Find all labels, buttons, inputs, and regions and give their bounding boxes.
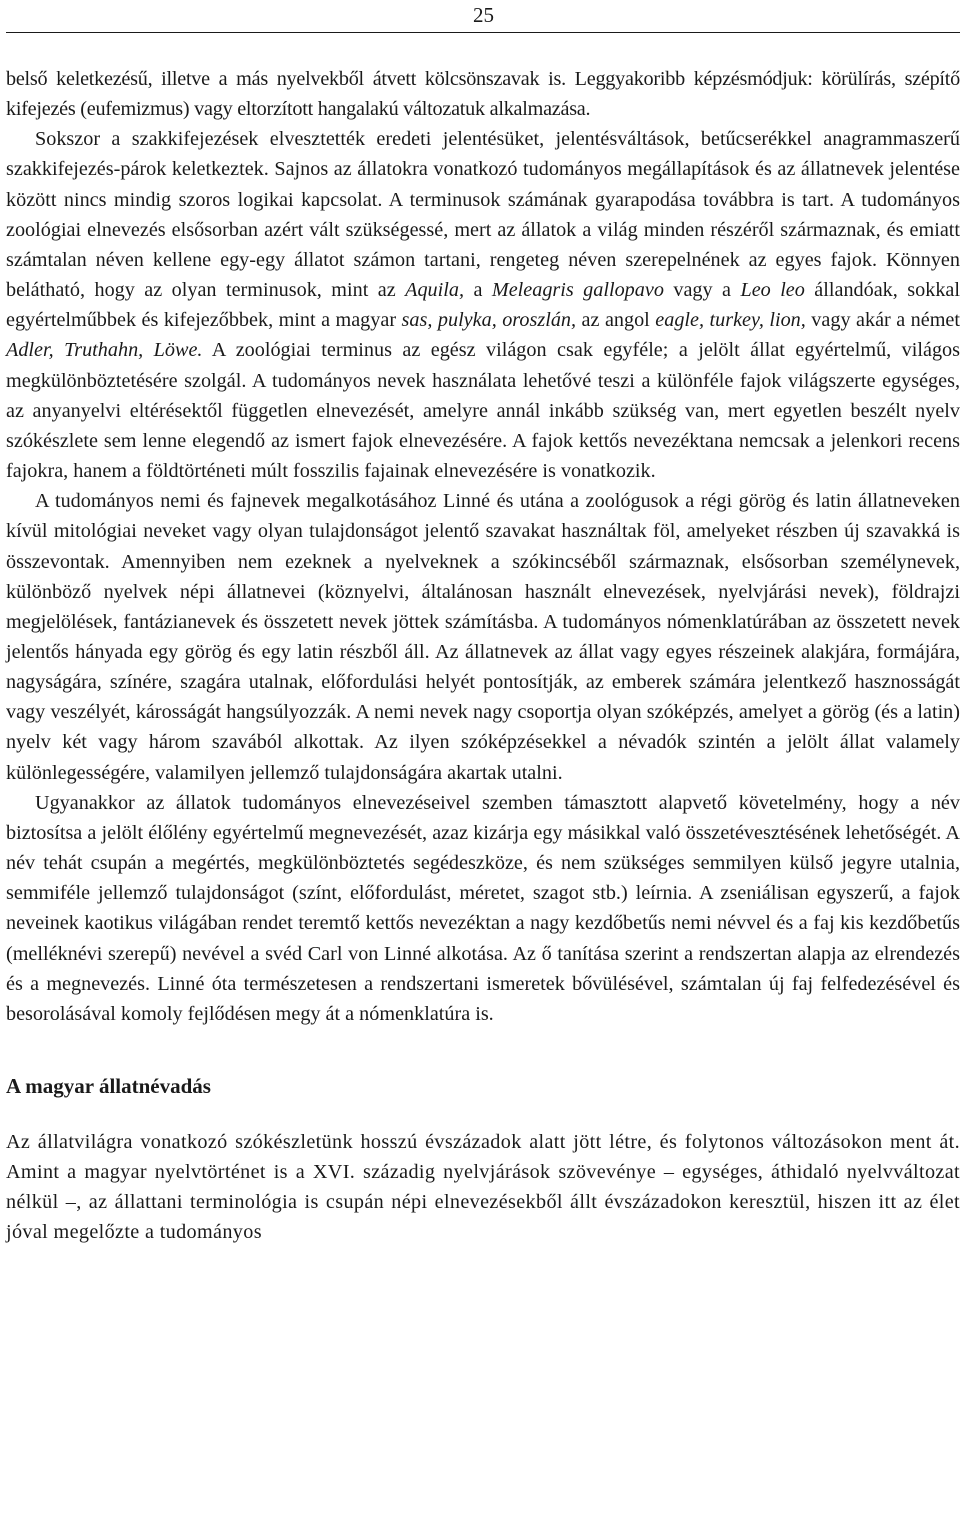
- paragraph: [6, 1127, 960, 1248]
- header-rule: [6, 32, 960, 33]
- page-number: 25: [473, 3, 494, 27]
- text-run: Sokszor a szakkifejezések elvesztették eredeti jelentésüket, jelentésváltások, betűcserékkel anagrammaszerű szakkifejezés-párok keletkeztek. Sajnos az állatokra vonatkozó tudományos megállapítások és az állatnevek jelentése között nincs mindig szoros logikai kapcsolat. A terminusok számának gyarapodása továbbra is tart. A tudományos zoológiai elnevezés elsősorban azért vált szükségessé, mert az állatok a világ minden részéről származnak, és emiatt számtalan néven kellene egy-egy állatot számon tartani, rengeteg néven szerepelnének az egyes fajok. Könnyen belátható, hogy az olyan terminusok, mint az: [6, 128, 960, 302]
- text-run: a: [464, 279, 492, 302]
- running-header: [0, 0, 960, 34]
- body-text: [6, 64, 960, 1248]
- italic-term: Meleagris gallopavo: [491, 279, 664, 302]
- italic-term: eagle, turkey, lion,: [655, 309, 806, 332]
- text-run: A tudományos nemi és fajnevek megalkotásához Linné és utána a zoológusok a régi görög és latin állatneveken kívül mitológiai neveket vagy olyan tulajdonságot jelentő szavakat használtak föl, amelyeket részben új szavakká is összevontak. Amennyiben nem ezeknek a nyelveknek a szókincséből származnak, elsősorban személynevek, különböző nyelvek népi állatnevei (köznyelvi, általánosan használt elnevezések, nyelvjárási nevek), földrajzi megjelölések, fantázianevek és összetett nevek jöttek számításba. A tudományos nómenklatúrában az összetett nevek jelentős hányada egy görög és egy latin részből áll. Az állatnevek az állat vagy egyes részeinek alakjára, formájára, nagyságára, színére, szagára utalnak, előfordulási helyét pontosítják, az emberek számára jelentkező hasznosságát vagy veszélyét, károsságát hangsúlyozzák. A nemi nevek nagy csoportja olyan szóképzés, amelyet a görög (és a latin) nyelv két vagy három szavából alkottak. Az ilyen szóképzésekkel a névadók szintén a jelölt állat valamely különlegességére, valamilyen jellemző tulajdonságára akartak utalni.: [6, 490, 960, 784]
- italic-term: Aquila,: [405, 279, 465, 302]
- text-run: Ugyanakkor az állatok tudományos elnevezéseivel szemben támasztott alapvető követelmény, hogy a név biztosítsa a jelölt élőlény egyértelmű megnevezését, azaz kizárja egy másikkal való összetévesztésének lehetőségét. A név tehát csupán a megértés, megkülönböztetés segédeszköze, és nem szükséges semmilyen külső jegyre utalnia, semmiféle jellemző tulajdonságot (színt, előfordulást, méretet, szagot stb.) leírnia. A zseniálisan egyszerű, a fajok neveinek kaotikus világában rendet teremtő kettős nevezéktan a nagy kezdőbetűs nemi névvel és a faj kis kezdőbetűs (melléknévi szerepű) nevével a svéd Carl von Linné alkotása. Az ő tanítása szerint a rendszertan alapja az elrendezés és a megnevezés. Linné óta természetesen a rendszertani ismeretek bővülésével, számtalan új faj felfedezésével és besorolásával komoly fejlődésen megy át a nómenklatúra is.: [6, 791, 960, 1025]
- text-run: vagy a: [663, 279, 741, 302]
- paragraph: [6, 64, 960, 124]
- text-run: A zoológiai terminus az egész világon csak egyféle; a jelölt állat egyértelmű, világos megkülönböztetésére szolgál. A tudományos nevek használata lehetővé teszi a különféle fajok világszerte egységes, az anyanyelvi eltérésektől független elnevezését, amelyre annál inkább szükség van, mert egyetlen beszélt nyelv szókészlete sem lenne elegendő az ismert fajok elnevezésére. A fajok kettős nevezéktana nemcsak a jelenkori recens fajokra, hanem a földtörténeti múlt fosszilis fajainak elnevezésére is vonatkozik.: [6, 339, 960, 483]
- italic-term: sas, pulyka, oroszlán,: [401, 309, 577, 332]
- italic-term: Leo leo: [740, 279, 805, 302]
- text-run: állandóak, sokkal egyértelműbbek és kifejezőbbek, mint a magyar: [6, 279, 960, 332]
- paragraph: [6, 788, 960, 1029]
- section-heading: A magyar állatnévadás: [6, 1074, 211, 1098]
- paragraph: [6, 486, 960, 788]
- text-run: az angol: [576, 309, 656, 332]
- text-run: vagy akár a német: [805, 309, 960, 332]
- text-run: Az állatvilágra vonatkozó szókészletünk hosszú évszázadok alatt jött létre, és folytonos változásokon ment át. Amint a magyar nyelvtörténet is a XVI. századig nyelvjárások szövevénye – egységes, áthidaló nyelvváltozat nélkül –, az állattani terminológia is csupán népi elnevezésekből állt évszázadokon keresztül, hiszen itt az élet jóval megelőzte a tudományos: [6, 1131, 960, 1244]
- paragraph: [6, 124, 960, 486]
- italic-term: Adler, Truthahn, Löwe.: [6, 339, 203, 362]
- text-run: belső keletkezésű, illetve a más nyelvekből átvett kölcsönszavak is. Leggyakoribb képzésmódjuk: körülírás, szépítő kifejezés (eufemizmus) vagy eltorzított hangalakú változatuk alkalmazása.: [6, 68, 960, 121]
